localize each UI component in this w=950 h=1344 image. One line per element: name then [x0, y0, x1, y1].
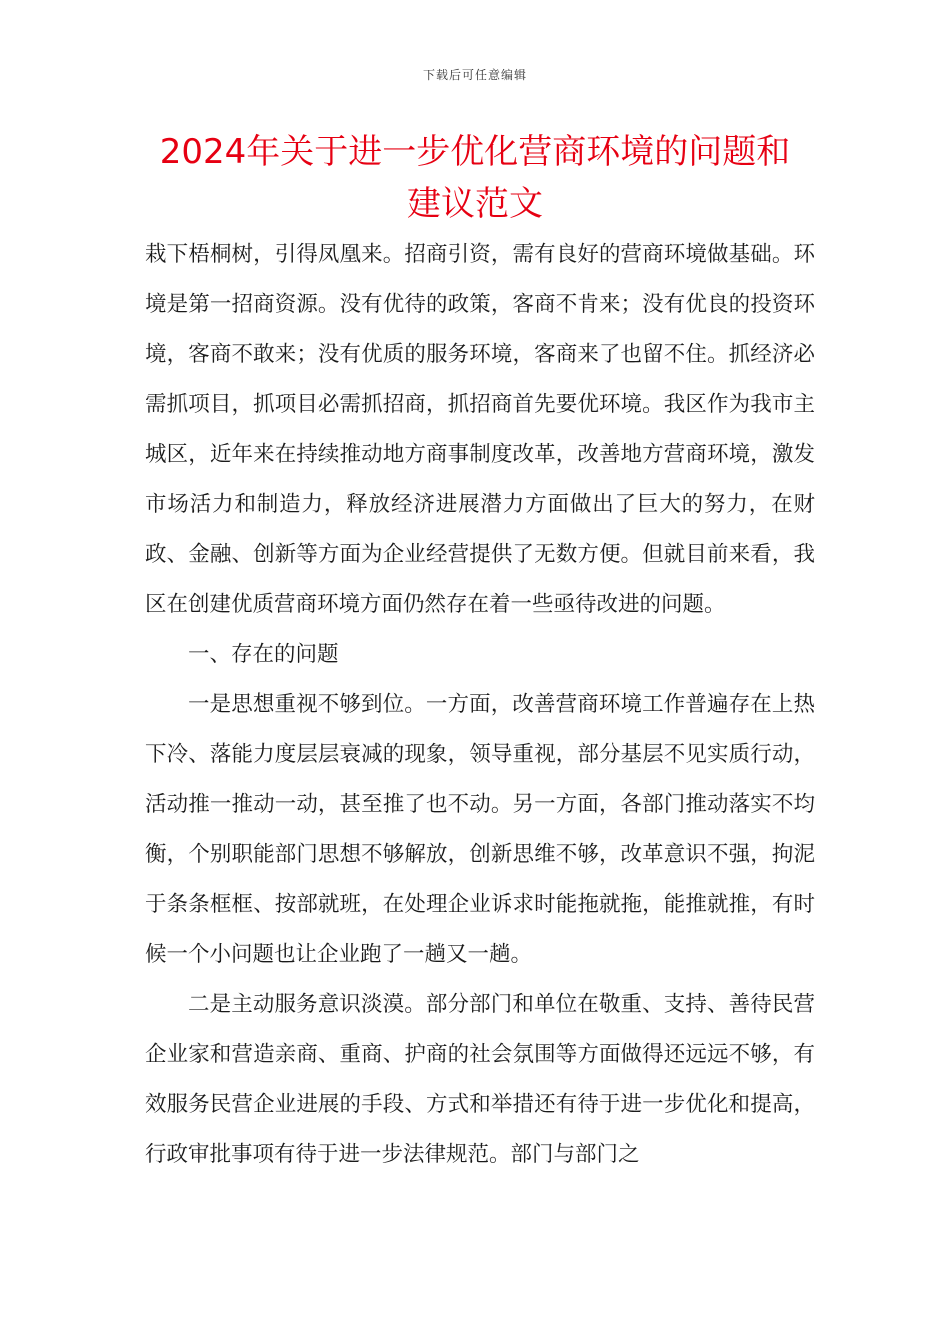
document-body: [145, 230, 815, 1180]
section-heading-problems: 一、存在的问题: [188, 642, 339, 667]
title-line-1: 2024年关于进一步优化营商环境的问题和: [159, 132, 791, 172]
paragraph-problem-1: 一是思想重视不够到位。一方面，改善营商环境工作普遍存在上热下冷、落能力度层层衰减的现象，领导重视，部分基层不见实质行动，活动推一推动一动，甚至推了也不动。另一方面，各部门推动落实不均衡，个别职能部门思想不够解放，创新思维不够，改革意识不强，拘泥于条条框框、按部就班，在处理企业诉求时能拖就拖，能推就推，有时候一个小问题也让企业跑了一趟又一趟。: [145, 692, 815, 967]
title-line-2: 建议范文: [407, 184, 543, 224]
paragraph-intro: 栽下梧桐树，引得凤凰来。招商引资，需有良好的营商环境做基础。环境是第一招商资源。没有优待的政策，客商不肯来；没有优良的投资环境，客商不敢来；没有优质的服务环境，客商来了也留不住。抓经济必需抓项目，抓项目必需抓招商，抓招商首先要优环境。我区作为我市主城区，近年来在持续推动地方商事制度改革，改善地方营商环境，激发市场活力和制造力，释放经济进展潜力方面做出了巨大的努力，在财政、金融、创新等方面为企业经营提供了无数方便。但就目前来看，我区在创建优质营商环境方面仍然存在着一些亟待改进的问题。: [145, 242, 815, 617]
paragraph-problem-2: 二是主动服务意识淡漠。部分部门和单位在敬重、支持、善待民营企业家和营造亲商、重商、护商的社会氛围等方面做得还远远不够，有效服务民营企业进展的手段、方式和举措还有待于进一步优化和提高，行政审批事项有待于进一步法律规范。部门与部门之: [145, 992, 815, 1167]
header-note: 下载后可任意编辑: [422, 68, 527, 82]
document-title: [120, 126, 830, 230]
